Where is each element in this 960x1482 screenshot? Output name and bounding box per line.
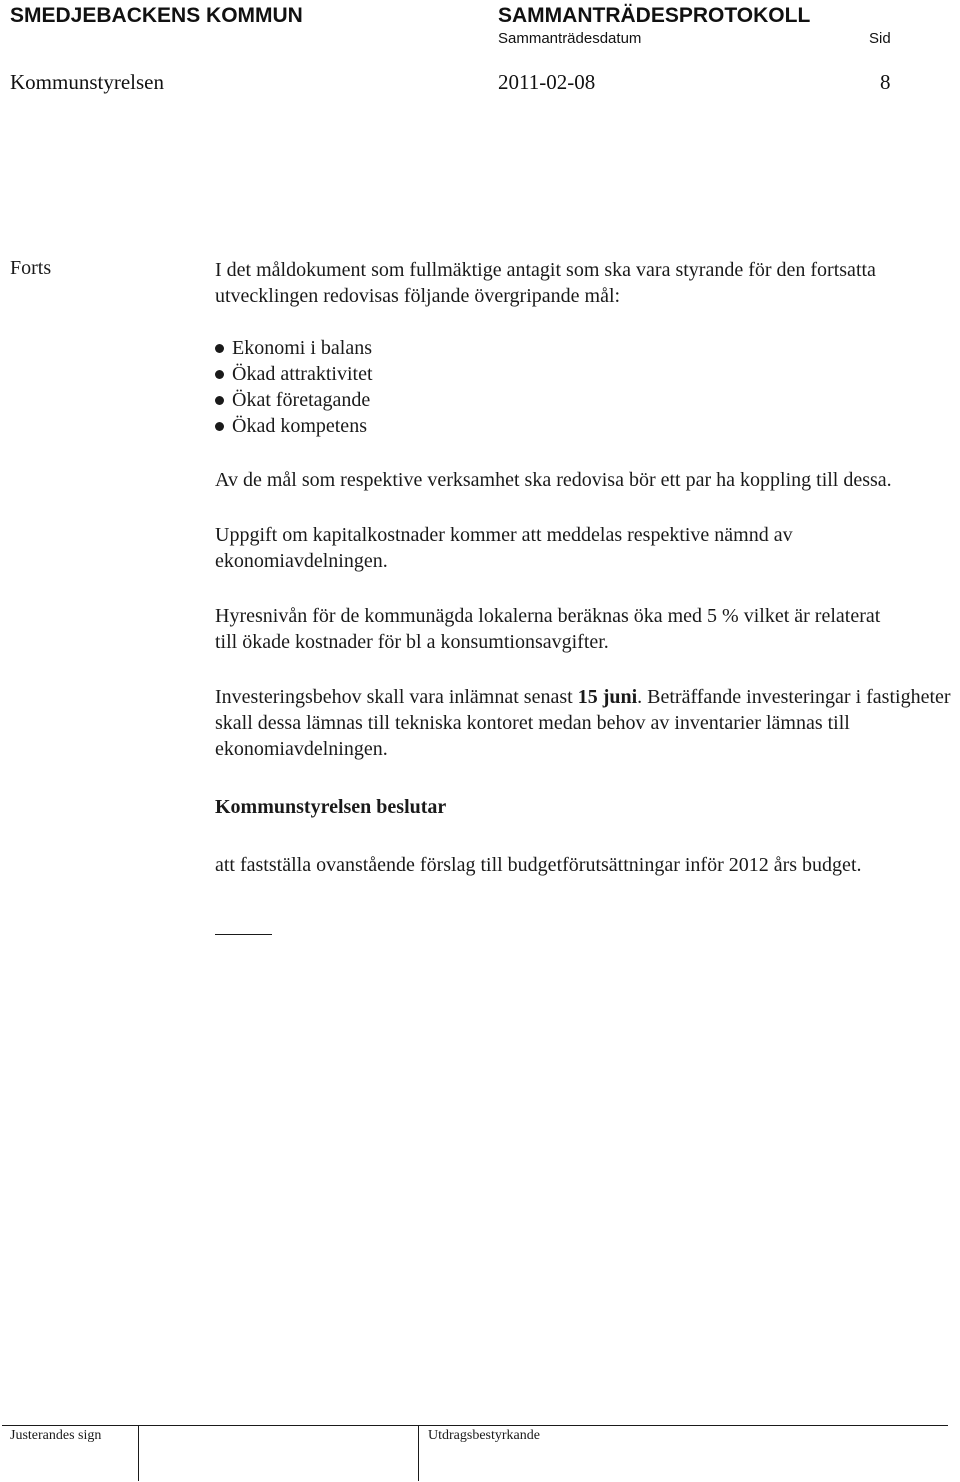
list-item: Ekonomi i balans — [215, 335, 960, 361]
decision-text: att fastställa ovanstående förslag till budgetförutsättningar inför 2012 års budget. — [215, 854, 862, 876]
committee-name: Kommunstyrelsen — [10, 70, 164, 94]
bullet-icon — [215, 422, 224, 431]
rent-paragraph: Hyresnivån för de kommunägda lokalerna beräknas öka med 5 % vilket är relaterat till ökade kostnader för bl a konsumtionsavgifter. — [215, 605, 881, 653]
investment-paragraph: Investeringsbehov skall vara inlämnat senast 15 juni. Beträffande investeringar i fastigheter skall dessa lämnas till tekniska kontoret medan behov av inventarier lämnas till ekonomiavdelningen. — [215, 686, 951, 760]
footer-column-divider — [418, 1425, 419, 1481]
extract-certification-label: Utdragsbestyrkande — [428, 1428, 540, 1443]
protocol-title: SAMMANTRÄDESPROTOKOLL — [498, 4, 811, 27]
goals-list — [215, 335, 960, 439]
intro-paragraph: I det måldokument som fullmäktige antagit som ska vara styrande för den fortsatta utvecklingen redovisas följande övergripande mål: — [215, 259, 876, 307]
footer-divider — [2, 1425, 948, 1426]
main-content — [215, 257, 960, 878]
capital-cost-paragraph: Uppgift om kapitalkostnader kommer att meddelas respektive nämnd av ekonomiavdelningen. — [215, 524, 793, 572]
decision-heading: Kommunstyrelsen beslutar — [215, 796, 447, 818]
page-label: Sid — [869, 30, 891, 47]
goals-paragraph: Av de mål som respektive verksamhet ska redovisa bör ett par ha koppling till dessa. — [215, 469, 892, 491]
closing-rule — [215, 934, 272, 935]
organization-name: SMEDJEBACKENS KOMMUN — [10, 4, 303, 27]
list-item: Ökat företagande — [215, 387, 960, 413]
signature-label: Justerandes sign — [10, 1428, 102, 1443]
page-number: 8 — [880, 70, 891, 94]
footer-column-divider — [138, 1425, 139, 1481]
bullet-icon — [215, 396, 224, 405]
bullet-icon — [215, 344, 224, 353]
list-item: Ökad attraktivitet — [215, 361, 960, 387]
investment-deadline: 15 juni — [577, 686, 638, 708]
continuation-label: Forts — [10, 257, 52, 279]
list-item: Ökad kompetens — [215, 413, 960, 439]
meeting-date-label: Sammanträdesdatum — [498, 30, 642, 47]
bullet-icon — [215, 370, 224, 379]
meeting-date: 2011-02-08 — [498, 70, 596, 94]
